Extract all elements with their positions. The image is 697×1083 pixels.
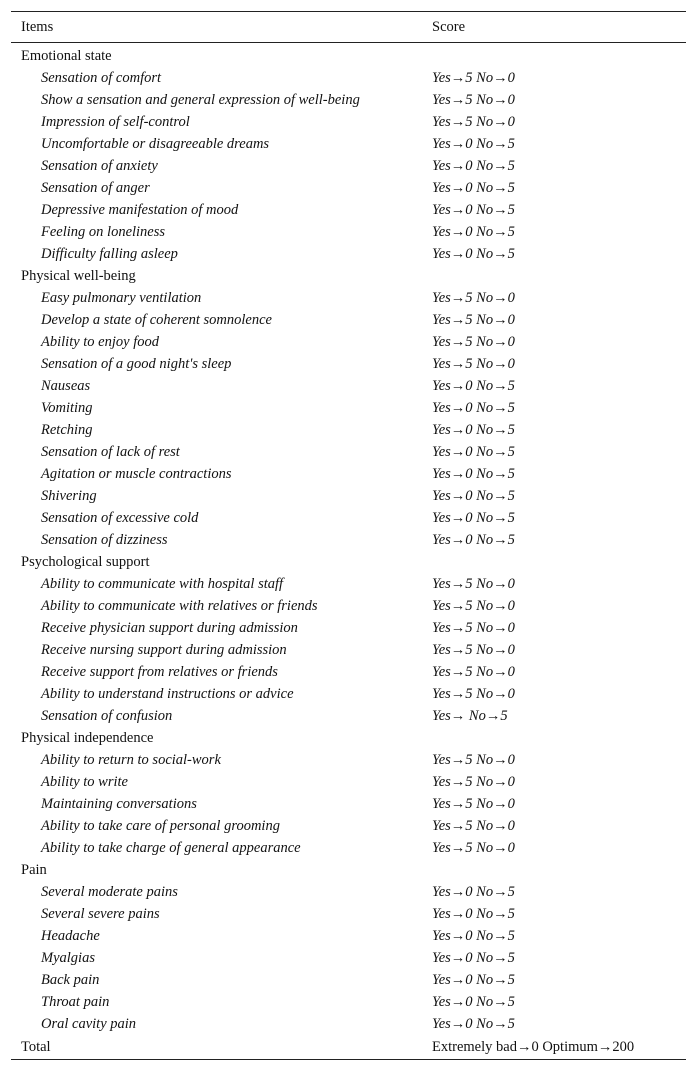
item-label: Sensation of comfort — [41, 70, 162, 86]
table-row — [11, 287, 686, 309]
item-label: Easy pulmonary ventilation — [41, 290, 202, 306]
table-row — [11, 595, 686, 617]
table-row — [11, 639, 686, 661]
item-score: Yes→5 No→0 — [432, 818, 515, 834]
table-row — [11, 661, 686, 683]
item-score: Yes→0 No→5 — [432, 224, 515, 240]
table-row — [11, 463, 686, 485]
item-score: Yes→0 No→5 — [432, 422, 515, 438]
table-row — [11, 683, 686, 705]
item-score: Yes→5 No→0 — [432, 840, 515, 856]
item-label: Depressive manifestation of mood — [41, 202, 239, 218]
item-label: Ability to write — [41, 774, 128, 790]
item-score: Yes→5 No→0 — [432, 664, 515, 680]
item-label: Ability to communicate with relatives or friends — [41, 598, 318, 614]
table-row — [11, 331, 686, 353]
table-row — [11, 991, 686, 1013]
table-row — [11, 243, 686, 265]
section-title: Physical independence — [21, 730, 154, 746]
table-row — [11, 947, 686, 969]
table-row — [11, 969, 686, 991]
item-score: Yes→0 No→5 — [432, 532, 515, 548]
table-row — [11, 133, 686, 155]
item-label: Receive nursing support during admission — [41, 642, 287, 658]
table-row — [11, 573, 686, 595]
item-label: Retching — [41, 422, 93, 438]
score-column-header: Score — [432, 19, 466, 35]
item-label: Ability to enjoy food — [41, 334, 159, 350]
score-table — [11, 11, 686, 1060]
table-row — [11, 815, 686, 837]
item-score: Yes→5 No→0 — [432, 620, 515, 636]
section-title: Psychological support — [21, 554, 150, 570]
item-score: Yes→5 No→0 — [432, 576, 515, 592]
item-score: Yes→5 No→0 — [432, 796, 515, 812]
table-row — [11, 221, 686, 243]
item-score: Yes→5 No→0 — [432, 70, 515, 86]
item-label: Myalgias — [41, 950, 95, 966]
table-row — [11, 925, 686, 947]
item-score: Yes→5 No→0 — [432, 312, 515, 328]
section-title: Physical well-being — [21, 268, 136, 284]
item-label: Maintaining conversations — [41, 796, 197, 812]
item-score: Yes→0 No→5 — [432, 400, 515, 416]
table-row — [11, 309, 686, 331]
table-row — [11, 353, 686, 375]
item-score: Yes→0 No→5 — [432, 202, 515, 218]
item-label: Several moderate pains — [41, 884, 178, 900]
item-label: Throat pain — [41, 994, 110, 1010]
item-label: Difficulty falling asleep — [41, 246, 178, 262]
section-heading-row — [11, 45, 686, 67]
table-row — [11, 881, 686, 903]
item-label: Feeling on loneliness — [41, 224, 166, 240]
section-heading-row — [11, 265, 686, 287]
item-label: Vomiting — [41, 400, 93, 416]
table-row — [11, 89, 686, 111]
item-score: Yes→ No→5 — [432, 708, 508, 724]
table-row — [11, 529, 686, 551]
table-row — [11, 793, 686, 815]
item-label: Receive support from relatives or friends — [41, 664, 278, 680]
item-label: Ability to communicate with hospital staff — [41, 576, 284, 592]
item-score: Yes→0 No→5 — [432, 136, 515, 152]
item-score: Yes→5 No→0 — [432, 774, 515, 790]
section-heading-row — [11, 551, 686, 573]
item-label: Sensation of anger — [41, 180, 150, 196]
item-score: Yes→0 No→5 — [432, 994, 515, 1010]
item-label: Ability to take charge of general appearance — [41, 840, 301, 856]
total-label: Total — [21, 1039, 51, 1055]
item-label: Ability to understand instructions or advice — [41, 686, 294, 702]
item-label: Ability to take care of personal grooming — [41, 818, 280, 834]
item-score: Yes→0 No→5 — [432, 444, 515, 460]
item-label: Oral cavity pain — [41, 1016, 137, 1032]
item-score: Yes→5 No→0 — [432, 642, 515, 658]
table-row — [11, 441, 686, 463]
table-row — [11, 705, 686, 727]
item-score: Yes→0 No→5 — [432, 906, 515, 922]
item-score: Yes→0 No→5 — [432, 466, 515, 482]
item-score: Yes→5 No→0 — [432, 598, 515, 614]
table-row — [11, 155, 686, 177]
item-score: Yes→0 No→5 — [432, 950, 515, 966]
table-row — [11, 199, 686, 221]
item-label: Headache — [41, 928, 100, 944]
table-row — [11, 507, 686, 529]
table-row — [11, 397, 686, 419]
table-body — [11, 43, 686, 1035]
table-row — [11, 903, 686, 925]
item-score: Yes→5 No→0 — [432, 752, 515, 768]
section-heading-row — [11, 859, 686, 881]
item-score: Yes→5 No→0 — [432, 356, 515, 372]
item-label: Agitation or muscle contractions — [41, 466, 232, 482]
table-row — [11, 485, 686, 507]
item-score: Yes→0 No→5 — [432, 378, 515, 394]
item-score: Yes→0 No→5 — [432, 180, 515, 196]
item-label: Sensation of anxiety — [41, 158, 158, 174]
table-row — [11, 837, 686, 859]
item-label: Sensation of confusion — [41, 708, 173, 724]
item-score: Yes→0 No→5 — [432, 510, 515, 526]
item-label: Sensation of lack of rest — [41, 444, 180, 460]
item-score: Yes→0 No→5 — [432, 972, 515, 988]
item-label: Sensation of a good night's sleep — [41, 356, 232, 372]
item-label: Show a sensation and general expression of well-being — [41, 92, 360, 108]
section-heading-row — [11, 727, 686, 749]
item-label: Sensation of dizziness — [41, 532, 168, 548]
table-row — [11, 375, 686, 397]
table-row — [11, 67, 686, 89]
section-title: Emotional state — [21, 48, 112, 64]
item-score: Yes→5 No→0 — [432, 334, 515, 350]
item-score: Yes→0 No→5 — [432, 1016, 515, 1032]
table-row — [11, 749, 686, 771]
item-score: Yes→0 No→5 — [432, 928, 515, 944]
total-score: Extremely bad→0 Optimum→200 — [432, 1039, 635, 1055]
item-label: Several severe pains — [41, 906, 160, 922]
item-label: Receive physician support during admission — [41, 620, 298, 636]
item-label: Shivering — [41, 488, 97, 504]
item-score: Yes→5 No→0 — [432, 290, 515, 306]
item-label: Back pain — [41, 972, 100, 988]
item-score: Yes→0 No→5 — [432, 246, 515, 262]
table-row — [11, 419, 686, 441]
item-score: Yes→0 No→5 — [432, 158, 515, 174]
table-row — [11, 771, 686, 793]
item-label: Nauseas — [41, 378, 91, 394]
item-label: Impression of self-control — [41, 114, 190, 130]
item-label: Ability to return to social-work — [41, 752, 221, 768]
table-row — [11, 617, 686, 639]
table-header — [11, 12, 686, 43]
total-row — [11, 1035, 686, 1059]
table-row — [11, 111, 686, 133]
item-score: Yes→0 No→5 — [432, 488, 515, 504]
item-score: Yes→5 No→0 — [432, 92, 515, 108]
item-score: Yes→5 No→0 — [432, 686, 515, 702]
section-title: Pain — [21, 862, 47, 878]
item-score: Yes→0 No→5 — [432, 884, 515, 900]
item-score: Yes→5 No→0 — [432, 114, 515, 130]
table-row — [11, 177, 686, 199]
item-label: Uncomfortable or disagreeable dreams — [41, 136, 270, 152]
item-label: Develop a state of coherent somnolence — [41, 312, 272, 328]
item-label: Sensation of excessive cold — [41, 510, 199, 526]
table-row — [11, 1013, 686, 1035]
items-column-header: Items — [21, 19, 54, 35]
